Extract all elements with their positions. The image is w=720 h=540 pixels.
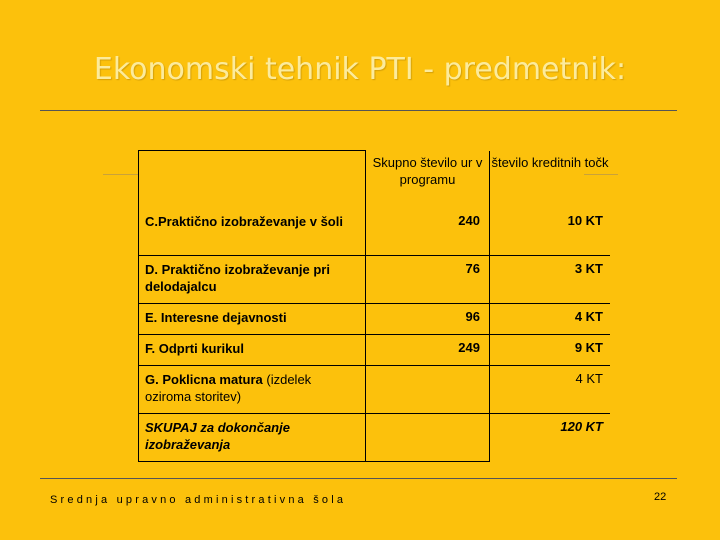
curriculum-table xyxy=(138,150,610,462)
row-credits: 120 KT xyxy=(560,418,603,434)
row-label: C.Praktično izobraževanje v šoli xyxy=(139,208,366,256)
header-empty-cell xyxy=(139,151,366,208)
row-label: D. Praktično izobraževanje pri delodajalcu xyxy=(139,255,366,303)
bottom-divider xyxy=(40,478,677,479)
table-row xyxy=(139,365,611,413)
row-label: SKUPAJ za dokončanje izobraževanja xyxy=(139,413,366,461)
row-hours: 240 xyxy=(366,208,490,256)
table-row xyxy=(139,413,611,461)
row-label: G. Poklicna matura (izdelek oziroma storitev) xyxy=(139,365,366,413)
table-row xyxy=(139,255,611,303)
row-label: F. Odprti kurikul xyxy=(139,334,366,365)
row-hours xyxy=(366,365,490,413)
header-credits: število kreditnih točk xyxy=(491,154,609,170)
row-credits: 9 KT xyxy=(490,334,611,365)
page-number: 22 xyxy=(654,491,667,503)
row-hours xyxy=(366,413,490,461)
row-hours: 76 xyxy=(366,255,490,303)
row-credits: 4 KT xyxy=(490,303,611,334)
table-row xyxy=(139,334,611,365)
row-credits: 4 KT xyxy=(490,365,611,413)
decor-line-left xyxy=(103,174,139,175)
table-header-row xyxy=(139,151,611,208)
slide-title: Ekonomski tehnik PTI - predmetnik: xyxy=(93,52,627,87)
header-hours: Skupno število ur v programu xyxy=(366,151,490,208)
table-row xyxy=(139,208,611,256)
row-hours: 96 xyxy=(366,303,490,334)
footer-school-name: Srednja upravno administrativna šola xyxy=(50,494,347,506)
table-row xyxy=(139,303,611,334)
row-credits: 10 KT xyxy=(490,208,611,256)
row-hours: 249 xyxy=(366,334,490,365)
row-label: E. Interesne dejavnosti xyxy=(139,303,366,334)
top-divider xyxy=(40,110,677,111)
row-credits: 3 KT xyxy=(490,255,611,303)
